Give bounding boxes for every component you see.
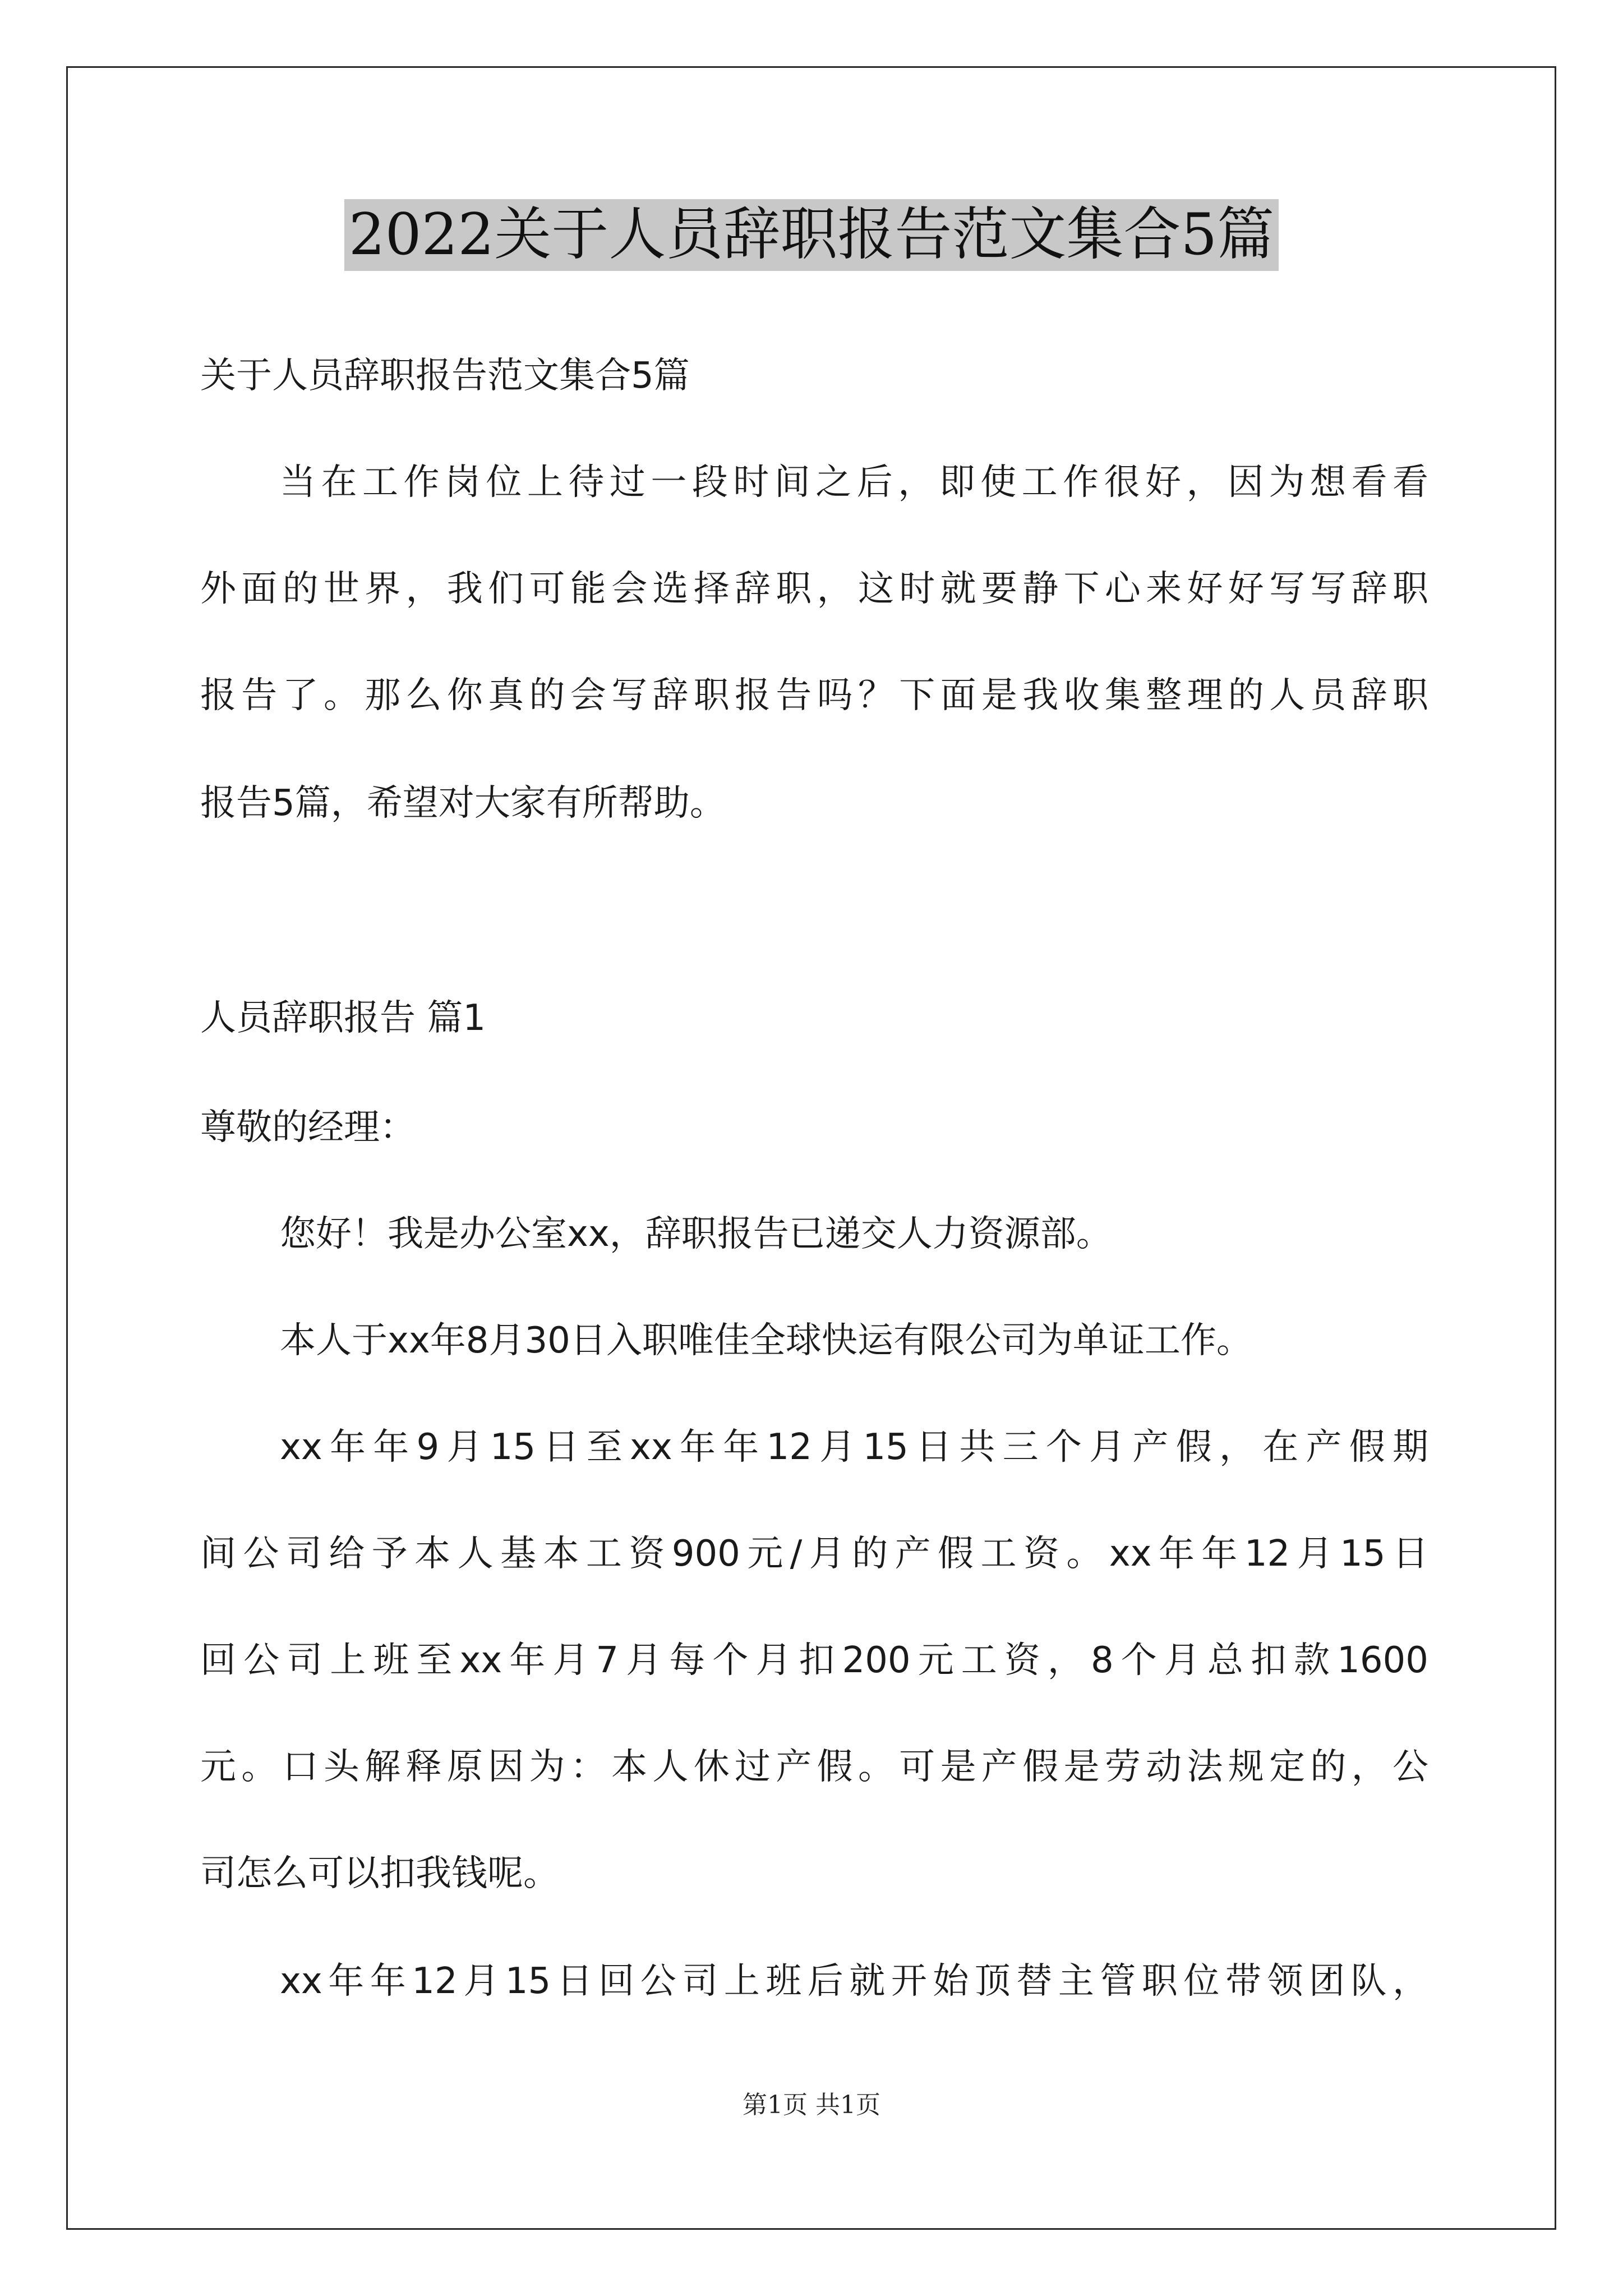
body-paragraph-4-line-1: xx年年12月15日回公司上班后就开始顶替主管职位带领团队，	[280, 1961, 1428, 2002]
document-title: 2022关于人员辞职报告范文集合5篇	[344, 199, 1279, 271]
body-paragraph-1: 您好！我是办公室xx，辞职报告已递交人力资源部。	[280, 1213, 1112, 1255]
body-paragraph-3-line-4: 元。口头解释原因为：本人休过产假。可是产假是劳动法规定的，公	[200, 1746, 1428, 1788]
body-paragraph-2: 本人于xx年8月30日入职唯佳全球快运有限公司为单证工作。	[280, 1320, 1252, 1361]
title-wrapper	[0, 199, 1623, 271]
body-paragraph-3-line-1: xx年年9月15日至xx年年12月15日共三个月产假，在产假期	[280, 1427, 1428, 1468]
intro-line-1: 当在工作岗位上待过一段时间之后，即使工作很好，因为想看看	[280, 462, 1428, 503]
intro-line-3: 报告了。那么你真的会写辞职报告吗？下面是我收集整理的人员辞职	[200, 675, 1428, 716]
body-paragraph-3-line-3: 回公司上班至xx年月7月每个月扣200元工资，8个月总扣款1600	[200, 1640, 1428, 1681]
section-heading: 人员辞职报告 篇1	[200, 997, 486, 1039]
salutation: 尊敬的经理：	[200, 1107, 416, 1148]
page-footer: 第1页 共1页	[743, 2091, 880, 2119]
subtitle: 关于人员辞职报告范文集合5篇	[200, 355, 690, 397]
intro-line-2: 外面的世界，我们可能会选择辞职，这时就要静下心来好好写写辞职	[200, 568, 1428, 610]
body-paragraph-3-line-2: 间公司给予本人基本工资900元/月的产假工资。xx年年12月15日	[200, 1533, 1428, 1575]
intro-line-4: 报告5篇，希望对大家有所帮助。	[200, 783, 726, 824]
body-paragraph-3-line-5: 司怎么可以扣我钱呢。	[200, 1853, 559, 1894]
